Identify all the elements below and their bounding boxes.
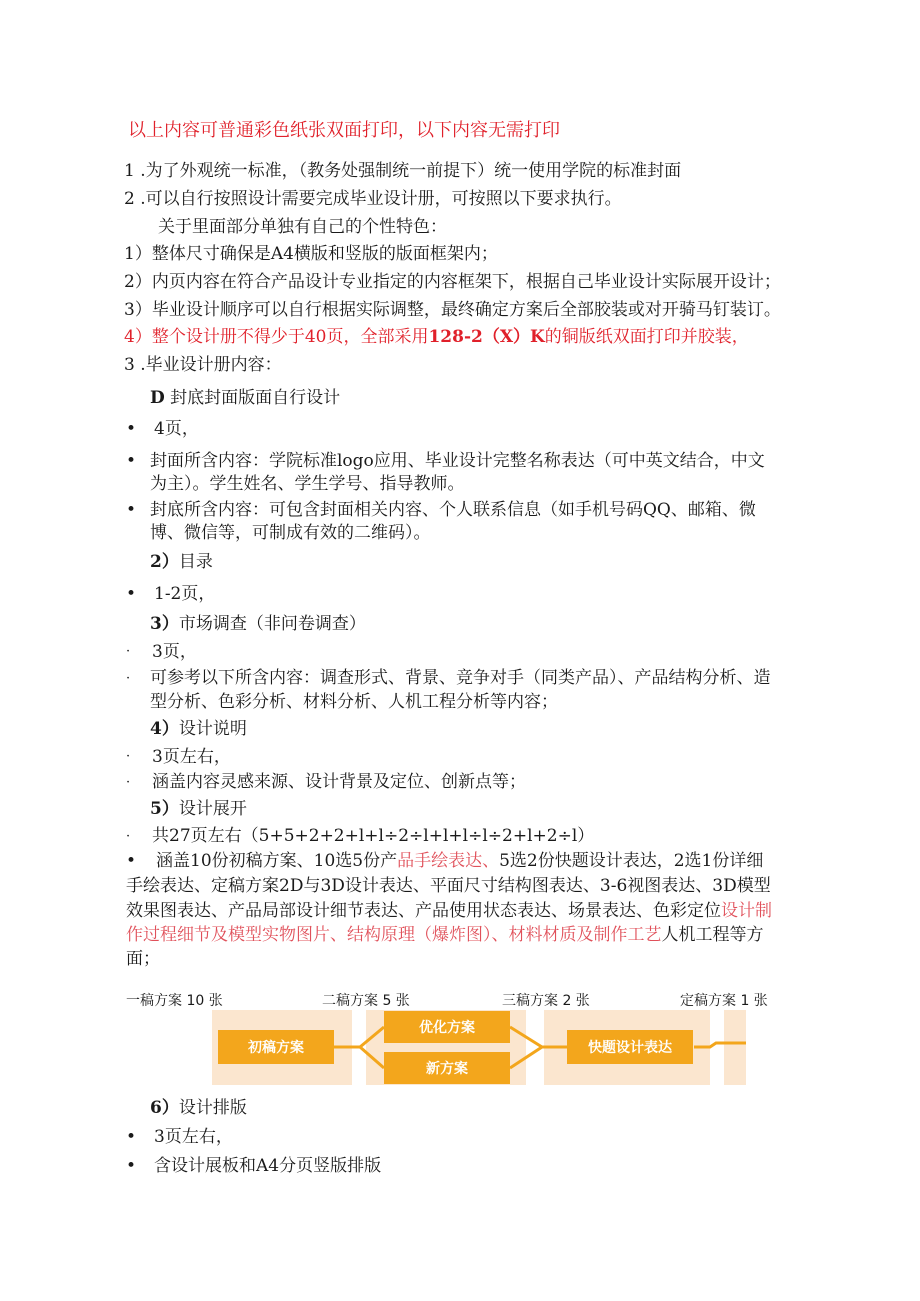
rule-3: 3）毕业设计顺序可以自行根据实际调整，最终确定方案后全部胶装或对开骑马钉装订。	[124, 300, 781, 320]
section-2-heading	[150, 551, 213, 573]
bullet-icon: •	[126, 584, 137, 604]
section-5-bullet-2-line-1-c: 5选2份快题设计表达，2选1份详细	[499, 851, 764, 871]
section-1-bullet-3-line-2: 博、微信等，可制成有效的二维码）。	[150, 523, 431, 543]
section-1-number: D	[150, 388, 165, 408]
rule-4-part-a: 4）整个设计册不得少于40页，全部采用	[124, 327, 429, 347]
section-5-bullet-2-line-1-a: 涵盖10份初稿方案、10选5份产	[156, 851, 398, 871]
section-5-bullet-2-line-3-highlight: 设计制	[721, 901, 772, 921]
section-2-title: 目录	[178, 552, 213, 572]
section-3-bullet-2-line-1: 可参考以下所含内容：调查形式、背景、竞争对手（同类产品）、产品结构分析、造	[150, 668, 771, 688]
section-5-title: 设计展开	[178, 799, 247, 819]
bullet-icon: •	[126, 1156, 137, 1176]
rule-2: 2）内页内容在符合产品设计专业指定的内容框架下，根据自己毕业设计实际展开设计；	[124, 272, 781, 292]
section-5-heading	[150, 798, 247, 820]
section-6-bullet-1: 3页左右，	[154, 1127, 233, 1147]
section-4-bullet-1: 3页左右，	[152, 747, 231, 767]
bullet-icon: ·	[126, 671, 131, 686]
item-3: 3 .毕业设计册内容：	[124, 355, 282, 375]
bullet-icon: ·	[126, 775, 131, 790]
bullet-icon: •	[126, 851, 137, 871]
section-4-title: 设计说明	[178, 719, 247, 739]
diagram-box-initial-draft: 初稿方案	[218, 1030, 334, 1064]
bullet-icon: ·	[126, 644, 131, 659]
bullet-icon: ·	[126, 749, 131, 764]
section-6-heading	[150, 1097, 247, 1119]
diagram-label-round-3: 三稿方案 2 张	[502, 993, 590, 1009]
section-5-bullet-2-line-4-highlight: 作过程细节及模型实物图片、结构原理（爆炸图）、材料材质及制作工艺	[126, 925, 662, 945]
section-2-bullet-1: 1-2页，	[154, 584, 216, 604]
bullet-icon: •	[126, 500, 137, 520]
rule-4-paper-size: 128-2（X）K	[428, 327, 545, 347]
section-2-number: 2）	[150, 552, 179, 572]
section-3-heading	[150, 613, 366, 635]
item-2: 2 .可以自行按照设计需要完成毕业设计册，可按照以下要求执行。	[124, 189, 622, 209]
section-5-bullet-1: 共27页左右（5+5+2+2+l+l÷2÷l+l+l÷l÷2+l+2÷l）	[152, 826, 595, 846]
section-1-heading	[150, 387, 340, 409]
bullet-icon: ·	[126, 829, 131, 844]
section-1-bullet-3-line-1: 封底所含内容：可包含封面相关内容、个人联系信息（如手机号码QQ、邮箱、微	[150, 500, 756, 520]
item-1: 1 .为了外观统一标准，（教务处强制统一前提下）统一使用学院的标准封面	[124, 161, 682, 181]
section-6-bullet-2: 含设计展板和A4分页竖版排版	[154, 1156, 382, 1176]
diagram-label-final: 定稿方案 1 张	[680, 993, 768, 1009]
section-6-title: 设计排版	[178, 1098, 247, 1118]
section-6-number: 6）	[150, 1098, 179, 1118]
header-note: 以上内容可普通彩色纸张双面打印，以下内容无需打印	[128, 120, 560, 141]
bullet-icon: •	[126, 451, 137, 471]
rule-4	[124, 326, 749, 348]
diagram-box-optimized: 优化方案	[384, 1011, 510, 1043]
bullet-icon: •	[126, 1127, 137, 1147]
diagram-label-round-2: 二稿方案 5 张	[322, 993, 410, 1009]
section-5-bullet-2-line-3-a: 效果图表达、产品局部设计细节表达、产品使用状态表达、场景表达、色彩定位	[126, 901, 721, 921]
section-5-bullet-2-line-4	[126, 924, 764, 946]
rule-4-part-c: 的铜版纸双面打印并胶装，	[544, 327, 749, 347]
section-5-bullet-2-line-1	[156, 850, 763, 872]
section-1-bullet-2-line-2: 为主）。学生姓名、学生学号、指导教师。	[150, 474, 465, 494]
section-3-bullet-2-line-2: 型分析、色彩分析、材料分析、人机工程分析等内容；	[150, 692, 558, 712]
bullet-icon: •	[126, 419, 137, 439]
section-5-bullet-2-line-1-highlight: 品手绘表达、	[397, 851, 500, 871]
section-1-bullet-1: 4页，	[154, 419, 199, 439]
section-3-number: 3）	[150, 614, 179, 634]
rule-1: 1）整体尺寸确保是A4横版和竖版的版面框架内；	[124, 244, 498, 264]
section-4-number: 4）	[150, 719, 179, 739]
section-5-number: 5）	[150, 799, 179, 819]
diagram-label-round-1: 一稿方案 10 张	[126, 993, 223, 1009]
section-1-title: 封底封面版面自行设计	[170, 388, 341, 408]
diagram-box-quick-design: 快题设计表达	[567, 1030, 693, 1064]
section-1-bullet-2-line-1: 封面所含内容：学院标准logo应用、毕业设计完整名称表达（可中英文结合，中文	[150, 451, 765, 471]
section-5-bullet-2-line-2: 手绘表达、定稿方案2D与3D设计表达、平面尺寸结构图表达、3-6视图表达、3D模型	[126, 876, 771, 896]
section-4-bullet-2: 涵盖内容灵感来源、设计背景及定位、创新点等；	[152, 772, 526, 792]
diagram-box-new: 新方案	[384, 1052, 510, 1084]
section-3-title: 市场调查（非问卷调查）	[178, 614, 366, 634]
intro-text: 关于里面部分单独有自己的个性特色：	[158, 217, 447, 237]
section-5-bullet-2-line-5: 面；	[126, 949, 160, 969]
section-5-bullet-2-line-4-b: 人机工程等方	[661, 925, 764, 945]
section-3-bullet-1: 3页，	[152, 642, 197, 662]
section-4-heading	[150, 718, 247, 740]
section-5-bullet-2-line-3	[126, 900, 772, 922]
